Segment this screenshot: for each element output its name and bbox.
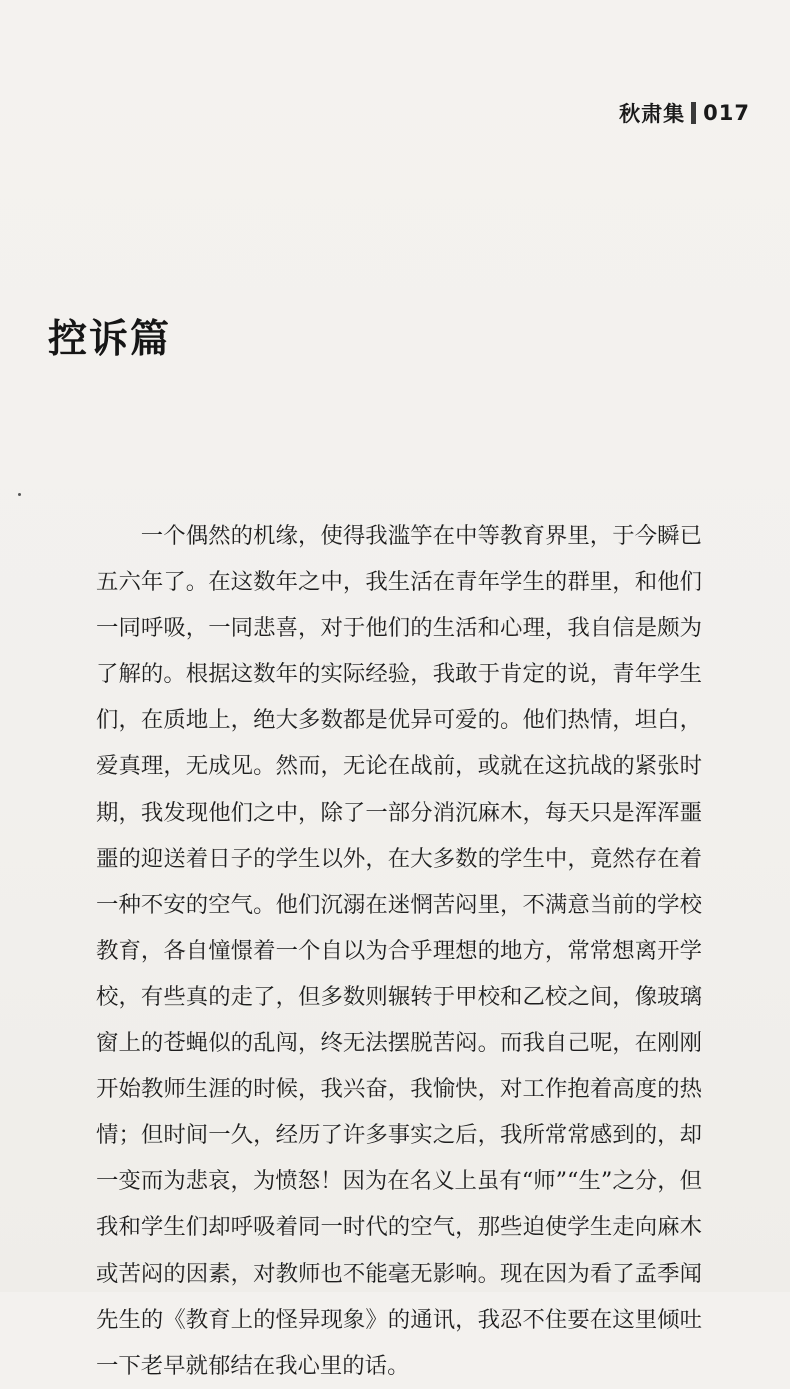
running-header [619,98,750,128]
chapter-title: 控诉篇 [48,317,172,362]
body-paragraph: 一个偶然的机缘，使得我滥竽在中等教育界里，于今瞬已五六年了。在这数年之中，我生活在青年学生的群里，和他们一同呼吸，一同悲喜，对于他们的生活和心理，我自信是颇为了解的。根据这数年的实际经验，我敢于肯定的说，青年学生们，在质地上，绝大多数都是优异可爱的。他们热情，坦白，爱真理，无成见。然而，无论在战前，或就在这抗战的紧张时期，我发现他们之中，除了一部分消沉麻木，每天只是浑浑噩噩的迎送着日子的学生以外，在大多数的学生中，竟然存在着一种不安的空气。他们沉溺在迷惘苦闷里，不满意当前的学校教育，各自憧憬着一个自以为合乎理想的地方，常常想离开学校，有些真的走了，但多数则辗转于甲校和乙校之间，像玻璃窗上的苍蝇似的乱闯，终无法摆脱苦闷。而我自己呢，在刚刚开始教师生涯的时候，我兴奋，我愉快，对工作抱着高度的热情；但时间一久，经历了许多事实之后，我所常常感到的，却一变而为悲哀，为愤怒！因为在名义上虽有“师”“生”之分，但我和学生们却呼吸着同一时代的空气，那些迫使学生走向麻木或苦闷的因素，对教师也不能毫无影响。现在因为看了孟季闻先生的《教育上的怪异现象》的通讯，我忍不住要在这里倾吐一下老早就郁结在我心里的话。 [96,523,702,1379]
margin-mark [18,493,21,496]
book-title: 秋肃集 [619,102,686,126]
header-separator [691,102,696,124]
page-number: 017 [703,101,750,125]
